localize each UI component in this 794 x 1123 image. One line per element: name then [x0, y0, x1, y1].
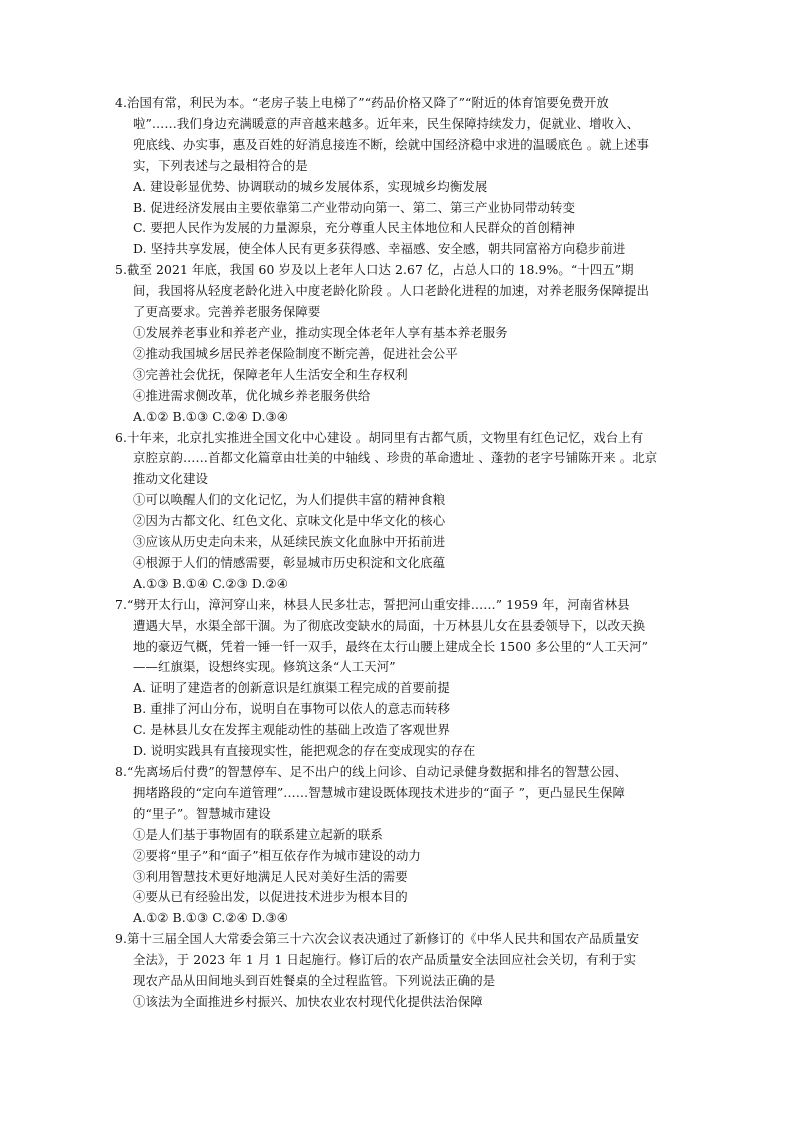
answer-option: ③完善社会优抚，保障老年人生活安全和生存权利 [133, 366, 408, 382]
question-8 [115, 762, 685, 929]
question-stem-line: 全法》，于 2023 年 1 月 1 日起施行。修订后的农产品质量安全法回应社会关切，有利于实 [133, 952, 637, 968]
answer-option: D. 坚持共享发展，使全体人民有更多获得感、幸福感、安全感，朝共同富裕方向稳步前进 [133, 241, 626, 257]
question-number: 8. [115, 764, 128, 779]
question-stem-line: 推动文化建设 [133, 471, 208, 487]
question-number: 4. [115, 95, 128, 110]
answer-option: ④要从已有经验出发，以促进技术进步为根本目的 [133, 889, 408, 905]
question-stem-line: 间，我国将从轻度老龄化进入中度老龄化阶段 。人口老龄化进程的加速，对养老服务保障提出 [133, 283, 650, 299]
question-number: 6. [115, 429, 128, 445]
question-stem-line: ——红旗渠，设想终实现。修筑这条“人工天河” [133, 659, 396, 675]
question-stem-line: 7.“劈开太行山，漳河穿山来，林县人民多壮志，誓把河山重安排……” 1959 年，河南省林县 [115, 596, 630, 612]
question-number: 5. [115, 262, 128, 278]
question-stem-line: 兜底线、办实事，惠及百姓的好消息接连不断，绘就中国经济稳中求进的温暖底色 。就上述事 [133, 136, 650, 152]
question-stem-line: 6.十年来，北京扎实推进全国文化中心建设 。胡同里有古都气质，文物里有红色记忆，戏台上有 [115, 429, 644, 445]
answer-option: ②推动我国城乡居民养老保险制度不断完善，促进社会公平 [133, 345, 458, 361]
answer-choices: A.①② B.①③ C.②④ D.③④ [133, 408, 288, 424]
question-stem-line: 9.第十三届全国人大常委会第三十六次会议表决通过了新修订的《中华人民共和国农产品质量安 [115, 931, 640, 947]
question-9 [115, 929, 685, 1013]
question-5 [115, 260, 685, 427]
question-stem-line: 拥堵路段的“定向车道管理”……智慧城市建设既体现技术进步的“面子 ”，更凸显民生保障 [133, 784, 625, 800]
answer-option: A. 证明了建造者的创新意识是红旗渠工程完成的首要前提 [133, 680, 450, 696]
answer-option: ①发展养老事业和养老产业，推动实现全体老年人享有基本养老服务 [133, 324, 508, 340]
answer-option: ④推进需求侧改革，优化城乡养老服务供给 [133, 387, 371, 403]
question-number: 7. [115, 596, 128, 612]
question-stem-line: 8.“先离场后付费”的智慧停车、足不出户的线上问诊、自动记录健身数据和排名的智慧公园、 [115, 764, 628, 779]
answer-option: C. 要把人民作为发展的力量源泉，充分尊重人民主体地位和人民群众的首创精神 [133, 220, 575, 236]
question-stem-line: 4.治国有常，利民为本。“老房子装上电梯了”“药品价格又降了”“附近的体育馆要免费开放 [115, 95, 609, 110]
question-stem-line: 实，下列表述与之最相符合的是 [133, 157, 308, 173]
answer-option: ④根源于人们的情感需要，彰显城市历史积淀和文化底蕴 [133, 554, 446, 570]
answer-option: ①是人们基于事物固有的联系建立起新的联系 [133, 826, 383, 842]
question-4 [115, 93, 685, 260]
answer-option: C. 是林县儿女在发挥主观能动性的基础上改造了客观世界 [133, 722, 450, 738]
question-stem-line: 京腔京韵……首都文化篇章由壮美的中轴线 、珍贵的革命遗址 、蓬勃的老字号铺陈开来 。北京 [133, 450, 658, 466]
answer-option: D. 说明实践具有直接现实性，能把观念的存在变成现实的存在 [133, 743, 476, 759]
answer-option: A. 建设彰显优势、协调联动的城乡发展体系，实现城乡均衡发展 [133, 178, 488, 194]
question-6 [115, 428, 685, 595]
answer-option: ①可以唤醒人们的文化记忆，为人们提供丰富的精神食粮 [133, 492, 446, 508]
answer-option: ②要将“里子”和“面子”相互依存作为城市建设的动力 [133, 847, 422, 863]
question-number: 9. [115, 931, 128, 947]
question-7 [115, 595, 685, 762]
question-stem-line: 地的豪迈气概，凭着一锤一钎一双手，最终在太行山腰上建成全长 1500 多公里的“人工天河” [133, 638, 649, 654]
answer-option: B. 重排了河山分布，说明自在事物可以依人的意志而转移 [133, 701, 451, 717]
answer-choices: A.①② B.①③ C.②④ D.③④ [133, 910, 288, 926]
question-stem-line: 的“里子”。智慧城市建设 [133, 805, 271, 821]
answer-option: ①该法为全面推进乡村振兴、加快农业农村现代化提供法治保障 [133, 993, 483, 1009]
question-stem-line: 5.截至 2021 年底，我国 60 岁及以上老年人口达 2.67 亿，占总人口的 18.9%。“十四五”期 [115, 262, 634, 278]
answer-option: ③应该从历史走向未来，从延续民族文化血脉中开拓前进 [133, 534, 446, 550]
answer-option: ③利用智慧技术更好地满足人民对美好生活的需要 [133, 868, 408, 884]
question-list [115, 93, 685, 1013]
question-stem-line: 现农产品从田间地头到百姓餐桌的全过程监管。下列说法正确的是 [133, 973, 496, 989]
question-stem-line: 了更高要求。完善养老服务保障要 [133, 304, 321, 320]
question-stem-line: 啦”……我们身边充满暖意的声音越来越多。近年来，民生保障持续发力，促就业、增收入、 [133, 115, 640, 131]
question-stem-line: 遭遇大旱，水渠全部干涸。为了彻底改变缺水的局面，十万林县儿女在县委领导下，以改天换 [133, 617, 646, 633]
answer-option: ②因为古都文化、红色文化、京味文化是中华文化的核心 [133, 513, 446, 529]
answer-choices: A.①③ B.①④ C.②③ D.②④ [133, 575, 288, 591]
answer-option: B. 促进经济发展由主要依靠第二产业带动向第一、第二、第三产业协同带动转变 [133, 199, 575, 215]
